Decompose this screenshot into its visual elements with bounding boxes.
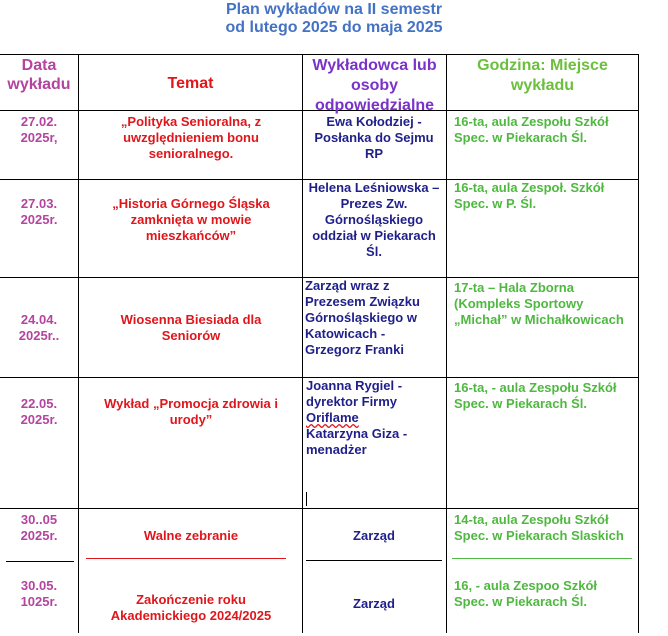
row4-lecturer-brand: Oriflame	[306, 410, 359, 425]
row1-lecturer: Ewa Kołodziej - Posłanka do Sejmu RP	[314, 114, 434, 161]
row3-place: 17-ta – Hala Zborna (Kompleks Sportowy „Michał” w Michałkowicach	[454, 280, 624, 327]
schedule-table	[0, 54, 640, 636]
inner-separator	[452, 558, 632, 559]
header-topic: Temat	[167, 75, 214, 92]
document-subtitle: od lutego 2025 do maja 2025	[225, 19, 443, 36]
inner-separator	[6, 561, 74, 562]
table-row-divider	[0, 508, 639, 509]
row4-lecturer-line1: Joanna Rygiel - dyrektor Firmy	[306, 378, 403, 409]
table-col-divider	[78, 54, 79, 633]
table-border-top	[0, 54, 639, 55]
row3-topic: Wiosenna Biesiada dla Seniorów	[120, 312, 262, 343]
header-lecturer: Wykładowca lub osoby odpowiedzialne	[312, 57, 437, 114]
row1-place: 16-ta, aula Zespołu Szkół Spec. w Piekarach Śl.	[454, 114, 609, 145]
row2-topic: „Historia Górnego Śląska zamknięta w mowie mieszkańców”	[112, 196, 270, 243]
row2-lecturer: Helena Leśniowska – Prezes Zw. Górnośląskiego oddział w Piekarach Śl.	[308, 180, 440, 259]
row6-lecturer: Zarząd	[353, 596, 395, 611]
row5-topic: Walne zebranie	[143, 528, 239, 543]
row5-place: 14-ta, aula Zespołu Szkół Spec. w Piekarach Slaskich	[454, 512, 624, 543]
table-col-divider	[446, 54, 447, 633]
inner-separator	[86, 558, 286, 559]
row4-lecturer	[306, 378, 444, 458]
row6-date: 30.05. 1025r.	[20, 578, 58, 609]
row4-topic: Wykład „Promocja zdrowia i urody”	[104, 396, 278, 427]
row2-place: 16-ta, aula Zespoł. Szkół Spec. w P. Śl.	[454, 180, 605, 211]
row4-place: 16-ta, - aula Zespołu Szkół Spec. w Piekarach Śl.	[454, 380, 617, 411]
text-cursor	[306, 492, 307, 506]
row6-topic: Zakończenie roku Akademickiego 2024/2025	[110, 592, 272, 623]
row1-date: 27.02. 2025r,	[20, 114, 58, 145]
row5-lecturer: Zarząd	[353, 528, 395, 543]
row4-date: 22.05. 2025r.	[20, 396, 58, 427]
table-border-right	[638, 54, 639, 633]
row2-date: 27.03. 2025r.	[20, 196, 58, 227]
row4-lecturer-line2: Katarzyna Giza - menadżer	[306, 426, 408, 457]
table-col-divider	[302, 54, 303, 633]
row3-date: 24.04. 2025r..	[18, 312, 60, 343]
document-title: Plan wykładów na II semestr	[225, 1, 443, 18]
row6-place: 16, - aula Zespoo Szkół Spec. w Piekarach Śl.	[454, 578, 598, 609]
row5-date: 30..05 2025r.	[20, 512, 58, 543]
row1-topic: „Polityka Senioralna, z uwzględnieniem bonu senioralnego.	[120, 114, 262, 161]
header-date: Data wykładu	[7, 57, 71, 93]
row3-lecturer: Zarząd wraz z Prezesem Związku Górnośląskiego w Katowicach - Grzegorz Franki	[305, 278, 420, 357]
inner-separator	[306, 560, 442, 561]
header-place: Godzina: Miejsce wykładu	[477, 57, 608, 94]
